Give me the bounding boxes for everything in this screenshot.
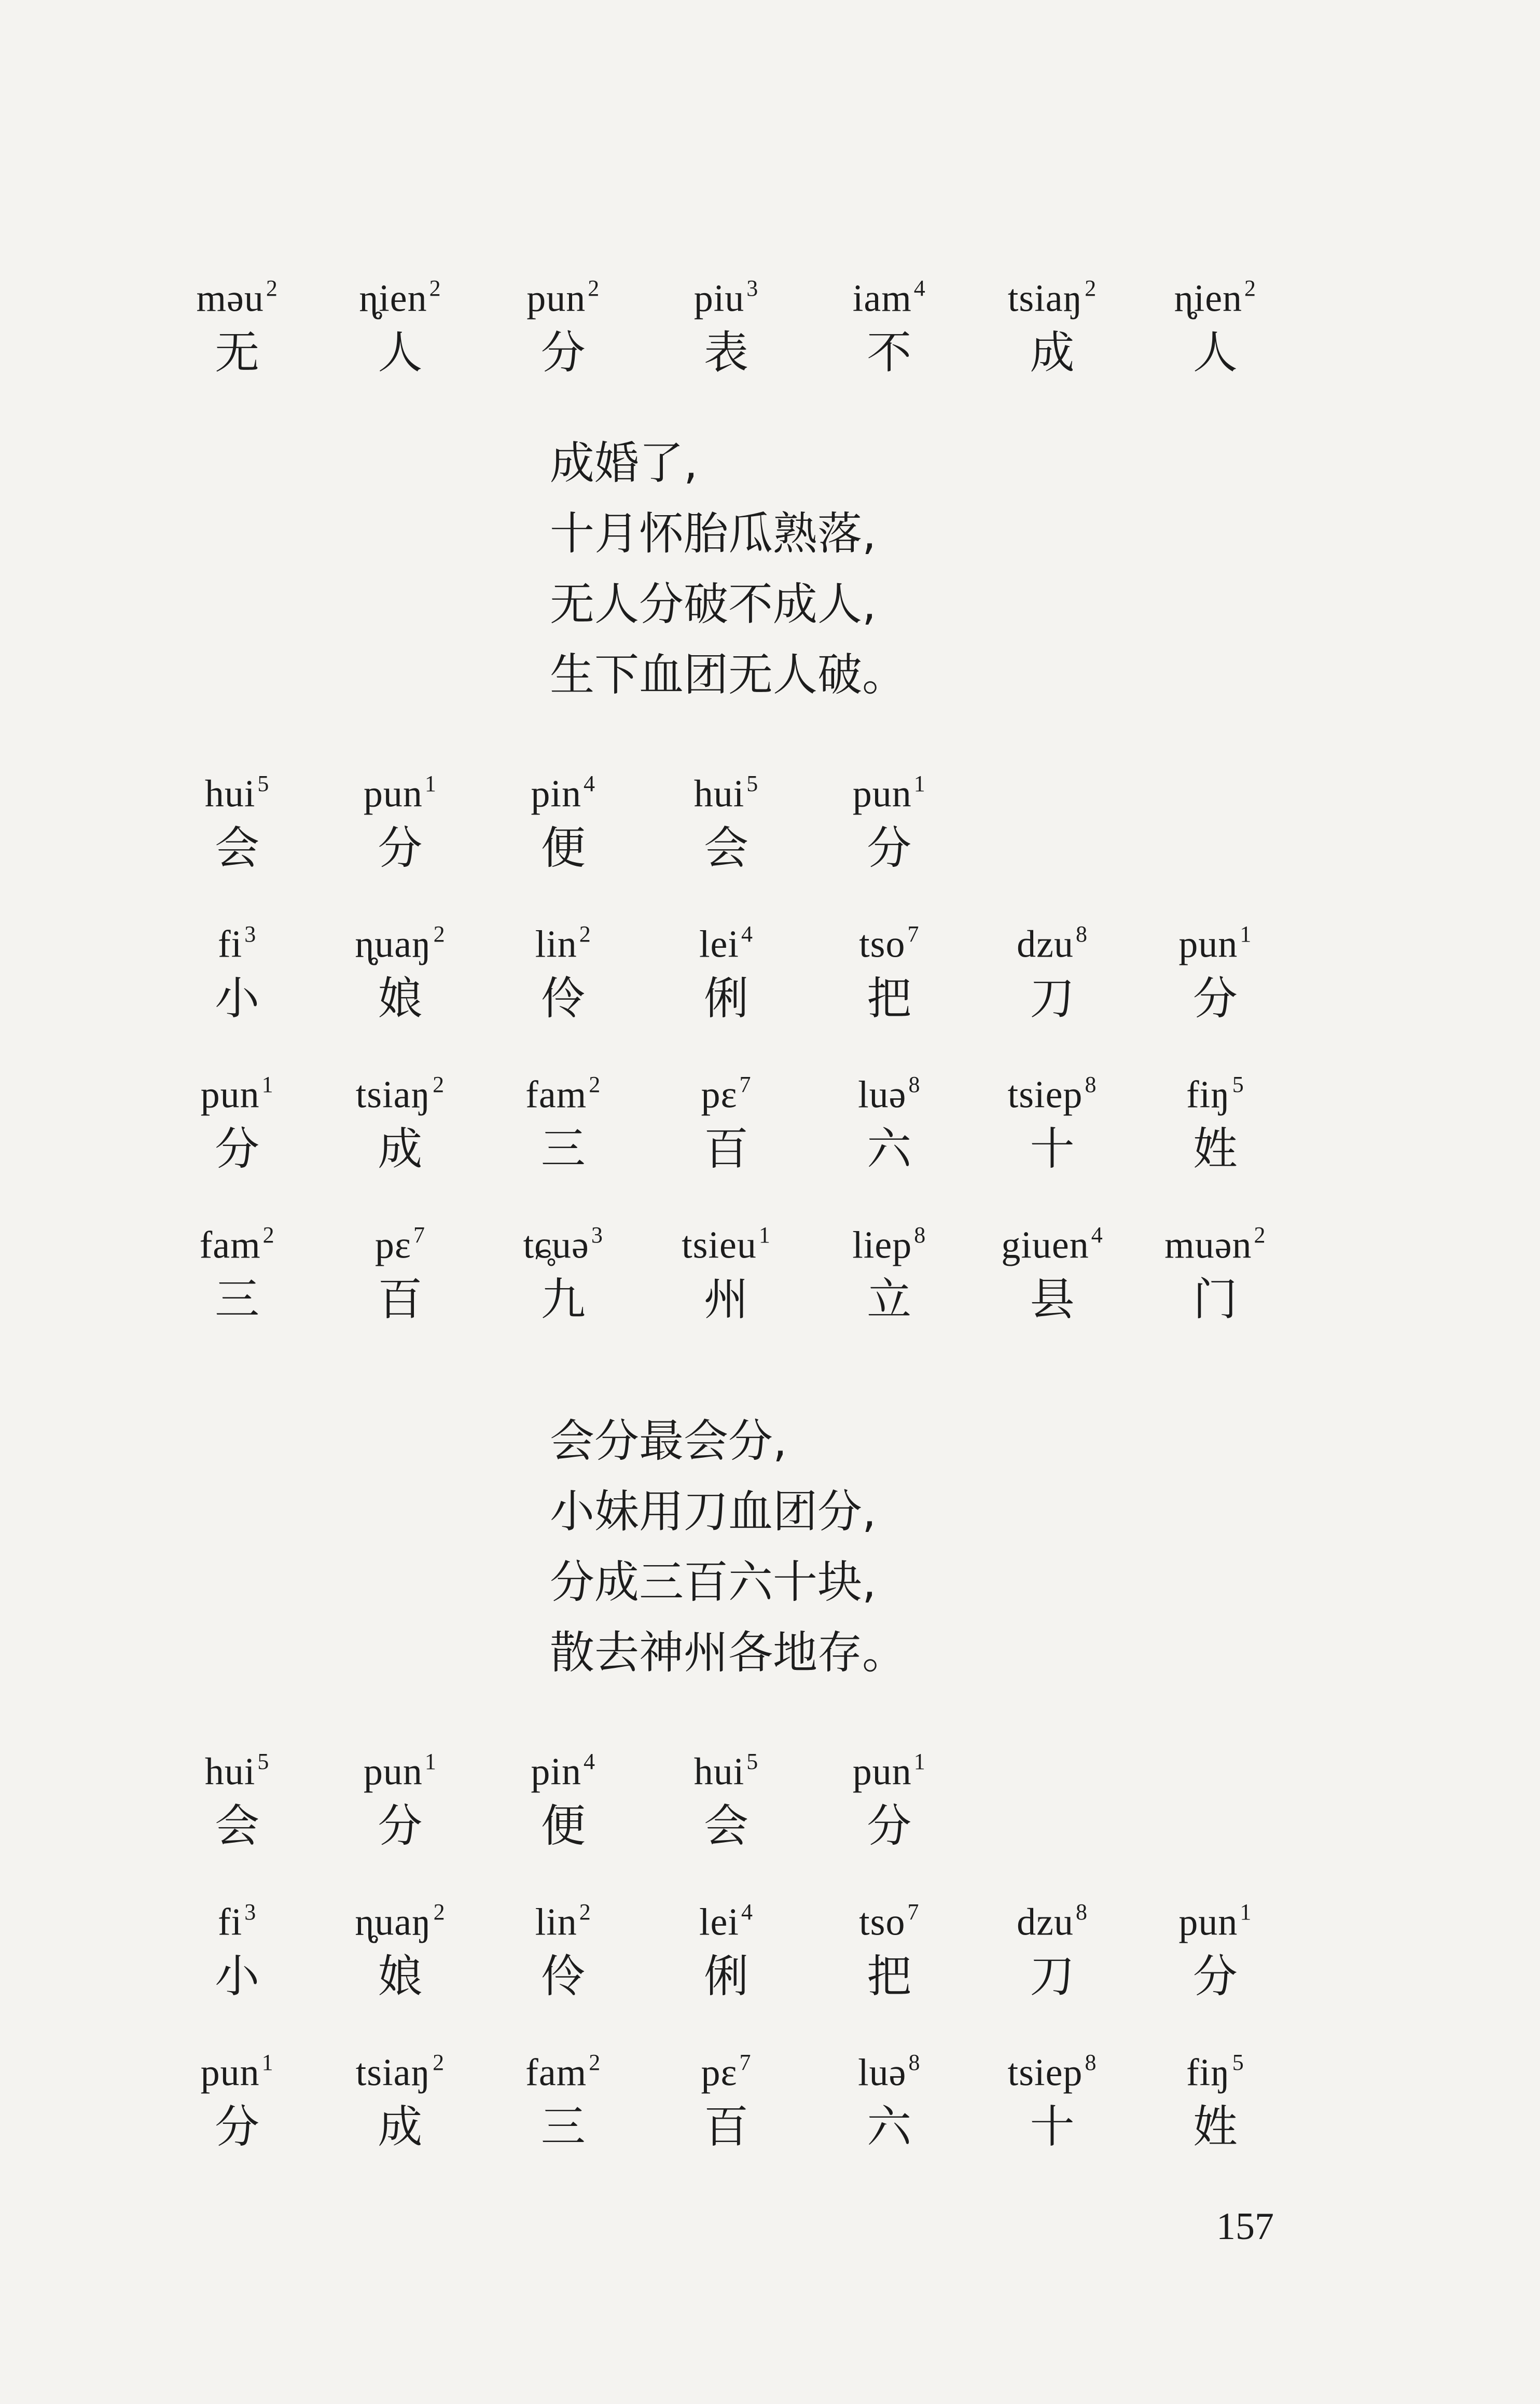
- page-number: 157: [1216, 2205, 1274, 2248]
- romanization: iam$^4$: [852, 275, 926, 320]
- gloss-cell: [318, 1735, 481, 1865]
- hanzi: 分: [378, 1800, 423, 1852]
- tone-number: 5: [1232, 1072, 1244, 1097]
- verse-line: 小妹用刀血团分,: [550, 1486, 877, 1538]
- tone-number: 8: [914, 1222, 926, 1248]
- tone-number: 3: [244, 1899, 257, 1925]
- tone-number: 5: [1232, 2050, 1244, 2075]
- romanization: fam$^2$: [525, 1072, 601, 1116]
- hanzi: 百: [703, 2101, 748, 2153]
- gloss-row: [156, 1209, 1297, 1338]
- hanzi: 分: [1192, 973, 1238, 1025]
- romanization: luə$^8$: [858, 1072, 921, 1116]
- romanization: pun$^1$: [200, 1072, 274, 1116]
- romanization: tso$^7$: [859, 1899, 920, 1944]
- hanzi: 会: [703, 822, 748, 874]
- gloss-cell: [1134, 2036, 1297, 2166]
- hanzi: 六: [867, 2101, 912, 2153]
- hanzi: 分: [867, 1800, 912, 1852]
- verse-line: 生下血团无人破。: [550, 649, 907, 701]
- hanzi: 伶: [540, 973, 586, 1025]
- tone-number: 7: [907, 921, 920, 947]
- tone-number: 2: [429, 275, 441, 301]
- gloss-block-2: [156, 757, 1349, 1338]
- romanization: hui$^5$: [693, 1749, 759, 1793]
- romanization: hui$^5$: [204, 771, 270, 816]
- romanization: fam$^2$: [525, 2050, 601, 2094]
- romanization: fiŋ$^5$: [1186, 1072, 1244, 1116]
- tone-number: 3: [244, 921, 257, 947]
- gloss-row: [156, 2036, 1297, 2166]
- hanzi: 姓: [1192, 2101, 1238, 2153]
- gloss-cell: [808, 1209, 970, 1338]
- romanization: tsieu$^1$: [682, 1222, 771, 1267]
- romanization: ɳ̥uaŋ$^2$: [355, 921, 446, 966]
- romanization: pun$^1$: [1178, 921, 1252, 966]
- tone-number: 3: [591, 1222, 603, 1248]
- hanzi: 把: [867, 1951, 912, 2002]
- gloss-cell: [970, 1886, 1133, 2015]
- romanization: hui$^5$: [204, 1749, 270, 1793]
- tone-number: 4: [1091, 1222, 1103, 1248]
- tone-number: 2: [589, 2050, 601, 2075]
- hanzi: 分: [215, 2101, 260, 2153]
- romanization: tsiaŋ$^2$: [1007, 275, 1097, 320]
- romanization: fiŋ$^5$: [1186, 2050, 1244, 2094]
- gloss-cell: [156, 908, 318, 1038]
- gloss-cell: [318, 908, 481, 1038]
- gloss-cell: [645, 1735, 808, 1865]
- gloss-cell: [156, 2036, 318, 2166]
- tone-number: 8: [1075, 1899, 1088, 1925]
- romanization: tso$^7$: [859, 921, 920, 966]
- tone-number: 7: [739, 1072, 752, 1097]
- gloss-row: [156, 908, 1297, 1038]
- gloss-cell: [970, 262, 1133, 392]
- hanzi: 不: [867, 327, 912, 379]
- gloss-row: [156, 262, 1297, 392]
- gloss-cell: [156, 757, 318, 887]
- gloss-cell: [156, 1058, 318, 1188]
- hanzi: 人: [1192, 327, 1238, 379]
- hanzi: 成: [1030, 327, 1075, 379]
- gloss-cell: [645, 1209, 808, 1338]
- hanzi: 百: [378, 1274, 423, 1325]
- gloss-cell: [808, 1886, 970, 2015]
- verse-line: 成婚了,: [550, 437, 698, 489]
- gloss-cell: [808, 908, 970, 1038]
- romanization: hui$^5$: [693, 771, 759, 816]
- gloss-cell: [645, 2036, 808, 2166]
- tone-number: 4: [741, 1899, 753, 1925]
- hanzi: 九: [540, 1274, 586, 1325]
- romanization: pɛ$^7$: [374, 1222, 425, 1267]
- tone-number: 3: [746, 275, 759, 301]
- gloss-cell: [808, 2036, 970, 2166]
- romanization: lei$^4$: [699, 921, 753, 966]
- romanization: məu$^2$: [196, 275, 278, 320]
- hanzi: 三: [540, 1123, 586, 1175]
- tone-number: 2: [589, 1072, 601, 1097]
- tone-number: 4: [741, 921, 753, 947]
- romanization: pun$^2$: [526, 275, 600, 320]
- gloss-cell: [318, 2036, 481, 2166]
- tone-number: 1: [913, 771, 926, 796]
- hanzi: 小: [215, 973, 260, 1025]
- hanzi: 州: [703, 1274, 748, 1325]
- gloss-cell: [156, 262, 318, 392]
- hanzi: 百: [703, 1123, 748, 1175]
- romanization: dzu$^8$: [1017, 921, 1088, 966]
- tone-number: 1: [1240, 921, 1252, 947]
- romanization: piu$^3$: [693, 275, 759, 320]
- hanzi: 会: [703, 1800, 748, 1852]
- gloss-row: [156, 1735, 1297, 1865]
- hanzi: 刀: [1030, 973, 1075, 1025]
- hanzi: 便: [540, 822, 586, 874]
- tone-number: 2: [433, 1899, 446, 1925]
- hanzi: 娘: [378, 1951, 423, 2002]
- gloss-cell: [1134, 1058, 1297, 1188]
- romanization: pun$^1$: [363, 771, 437, 816]
- verse-line: 会分最会分,: [550, 1415, 787, 1467]
- hanzi: 分: [1192, 1951, 1238, 2002]
- romanization: ɳ̥ien$^2$: [1174, 275, 1257, 320]
- hanzi: 会: [215, 1800, 260, 1852]
- tone-number: 5: [746, 1749, 759, 1774]
- hanzi: 门: [1192, 1274, 1238, 1325]
- romanization: giuen$^4$: [1001, 1222, 1103, 1267]
- tone-number: 5: [257, 1749, 270, 1774]
- gloss-cell: [645, 757, 808, 887]
- hanzi: 刀: [1030, 1951, 1075, 2002]
- gloss-cell: [808, 1735, 970, 1865]
- gloss-cell: [482, 908, 645, 1038]
- gloss-row: [156, 1058, 1297, 1188]
- romanization: fam$^2$: [199, 1222, 275, 1267]
- romanization: pun$^1$: [852, 1749, 926, 1793]
- tone-number: 1: [261, 2050, 274, 2075]
- romanization: muən$^2$: [1164, 1222, 1266, 1267]
- tone-number: 1: [1240, 1899, 1252, 1925]
- romanization: pun$^1$: [852, 771, 926, 816]
- hanzi: 俐: [703, 1951, 748, 2002]
- tone-number: 2: [433, 1072, 445, 1097]
- romanization: pun$^1$: [200, 2050, 274, 2094]
- romanization: liep$^8$: [852, 1222, 926, 1267]
- tone-number: 2: [1244, 275, 1257, 301]
- verse-line: 散去神州各地存。: [550, 1627, 907, 1679]
- tone-number: 2: [266, 275, 278, 301]
- gloss-cell: [318, 1886, 481, 2015]
- gloss-cell: [970, 1058, 1133, 1188]
- tone-number: 8: [908, 1072, 921, 1097]
- hanzi: 十: [1030, 2101, 1075, 2153]
- tone-number: 8: [1075, 921, 1088, 947]
- tone-number: 2: [433, 2050, 445, 2075]
- hanzi: 三: [540, 2101, 586, 2153]
- tone-number: 8: [908, 2050, 921, 2075]
- gloss-cell: [1134, 262, 1297, 392]
- gloss-cell: [318, 1058, 481, 1188]
- gloss-row: [156, 1886, 1297, 2015]
- tone-number: 2: [433, 921, 446, 947]
- verse-stanza-2: [550, 1406, 907, 1688]
- tone-number: 2: [579, 921, 591, 947]
- gloss-cell: [318, 757, 481, 887]
- gloss-cell: [482, 1058, 645, 1188]
- tone-number: 2: [579, 1899, 591, 1925]
- hanzi: 人: [378, 327, 423, 379]
- hanzi: 便: [540, 1800, 586, 1852]
- romanization: pun$^1$: [1178, 1899, 1252, 1944]
- tone-number: 2: [1254, 1222, 1266, 1248]
- romanization: pɛ$^7$: [701, 2050, 752, 2094]
- verse-stanza-1: [550, 428, 907, 710]
- tone-number: 1: [913, 1749, 926, 1774]
- romanization: pɛ$^7$: [701, 1072, 752, 1116]
- hanzi: 分: [867, 822, 912, 874]
- hanzi: 娘: [378, 973, 423, 1025]
- hanzi: 立: [867, 1274, 912, 1325]
- gloss-cell: [318, 262, 481, 392]
- romanization: pun$^1$: [363, 1749, 437, 1793]
- romanization: ɳ̥uaŋ$^2$: [355, 1899, 446, 1944]
- hanzi: 姓: [1192, 1123, 1238, 1175]
- romanization: tɕ̥uə$^3$: [523, 1222, 603, 1267]
- gloss-cell: [970, 1209, 1133, 1338]
- gloss-cell: [482, 2036, 645, 2166]
- hanzi: 伶: [540, 1951, 586, 2002]
- hanzi: 成: [378, 1123, 423, 1175]
- tone-number: 2: [588, 275, 600, 301]
- hanzi: 十: [1030, 1123, 1075, 1175]
- tone-number: 2: [1085, 275, 1097, 301]
- gloss-cell: [156, 1209, 318, 1338]
- romanization: pin$^4$: [531, 1749, 595, 1793]
- romanization: pin$^4$: [531, 771, 595, 816]
- romanization: luə$^8$: [858, 2050, 921, 2094]
- tone-number: 1: [424, 771, 437, 796]
- gloss-cell: [970, 908, 1133, 1038]
- tone-number: 2: [262, 1222, 275, 1248]
- gloss-cell: [156, 1735, 318, 1865]
- hanzi: 成: [378, 2101, 423, 2153]
- romanization: ɳ̥ien$^2$: [359, 275, 441, 320]
- gloss-cell: [482, 757, 645, 887]
- hanzi: 表: [703, 327, 748, 379]
- romanization: tsiep$^8$: [1007, 2050, 1097, 2094]
- gloss-cell: [808, 757, 970, 887]
- romanization: lin$^2$: [535, 921, 591, 966]
- tone-number: 7: [413, 1222, 425, 1248]
- tone-number: 7: [907, 1899, 920, 1925]
- tone-number: 1: [261, 1072, 274, 1097]
- tone-number: 1: [758, 1222, 771, 1248]
- gloss-cell: [482, 1735, 645, 1865]
- gloss-row: [156, 757, 1297, 887]
- gloss-block-1: [156, 262, 1349, 392]
- verse-line: 分成三百六十块,: [550, 1556, 877, 1608]
- tone-number: 5: [257, 771, 270, 796]
- hanzi: 分: [540, 327, 586, 379]
- gloss-cell: [156, 1886, 318, 2015]
- gloss-cell: [1134, 1209, 1297, 1338]
- romanization: lei$^4$: [699, 1899, 753, 1944]
- hanzi: 分: [215, 1123, 260, 1175]
- romanization: tsiaŋ$^2$: [355, 2050, 445, 2094]
- tone-number: 8: [1085, 1072, 1097, 1097]
- romanization: $fi^3$: [218, 1899, 257, 1944]
- tone-number: 4: [913, 275, 926, 301]
- gloss-cell: [482, 1209, 645, 1338]
- gloss-cell: [645, 1058, 808, 1188]
- romanization: lin$^2$: [535, 1899, 591, 1944]
- tone-number: 5: [746, 771, 759, 796]
- verse-line: 无人分破不成人,: [550, 578, 877, 630]
- hanzi: 小: [215, 1951, 260, 2002]
- romanization: $fi^3$: [218, 921, 257, 966]
- hanzi: 县: [1030, 1274, 1075, 1325]
- tone-number: 4: [583, 771, 595, 796]
- gloss-cell: [645, 262, 808, 392]
- hanzi: 六: [867, 1123, 912, 1175]
- gloss-cell: [1134, 908, 1297, 1038]
- verse-line: 十月怀胎瓜熟落,: [550, 508, 877, 560]
- hanzi: 俐: [703, 973, 748, 1025]
- hanzi: 分: [378, 822, 423, 874]
- gloss-cell: [1134, 1886, 1297, 2015]
- tone-number: 1: [424, 1749, 437, 1774]
- tone-number: 8: [1085, 2050, 1097, 2075]
- gloss-cell: [808, 1058, 970, 1188]
- hanzi: 会: [215, 822, 260, 874]
- gloss-cell: [318, 1209, 481, 1338]
- romanization: dzu$^8$: [1017, 1899, 1088, 1944]
- hanzi: 无: [215, 327, 260, 379]
- gloss-cell: [645, 908, 808, 1038]
- hanzi: 把: [867, 973, 912, 1025]
- gloss-cell: [645, 1886, 808, 2015]
- romanization: tsiep$^8$: [1007, 1072, 1097, 1116]
- romanization: tsiaŋ$^2$: [355, 1072, 445, 1116]
- tone-number: 7: [739, 2050, 752, 2075]
- gloss-cell: [482, 262, 645, 392]
- gloss-block-3: [156, 1735, 1349, 2166]
- gloss-cell: [482, 1886, 645, 2015]
- hanzi: 三: [215, 1274, 260, 1325]
- gloss-cell: [808, 262, 970, 392]
- gloss-cell: [970, 2036, 1133, 2166]
- tone-number: 4: [583, 1749, 595, 1774]
